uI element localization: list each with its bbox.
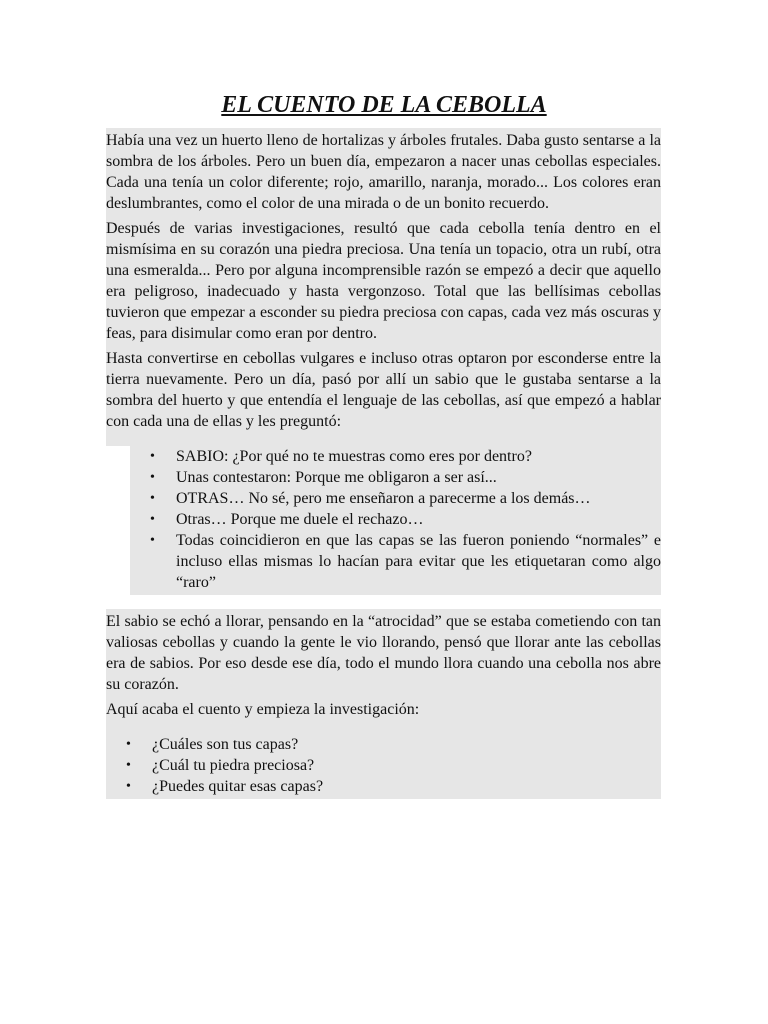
bullet-icon: • <box>150 491 155 506</box>
bullet-icon: • <box>150 533 155 548</box>
list-item: • Todas coincidieron en que las capas se las fueron poniendo “normales” e incluso ellas mismas lo hacían para evitar que les etiquetaran como algo “raro” <box>150 532 661 591</box>
list-item: • Unas contestaron: Porque me obligaron a ser así... <box>150 469 497 486</box>
paragraph: Había una vez un huerto lleno de hortalizas y árboles frutales. Daba gusto sentarse a la sombra de los árboles. Pero un buen día, empezaron a nacer unas cebollas especiales. Cada una tenía un color diferente; rojo, amarillo, naranja, morado... Los colores eran deslumbrantes, como el color de una mirada o de un bonito recuerdo. <box>106 132 661 212</box>
document-body <box>106 128 661 799</box>
bullet-icon: • <box>126 737 131 752</box>
paragraph: Después de varias investigaciones, resultó que cada cebolla tenía dentro en el mismísima en su corazón una piedra preciosa. Una tenía un topacio, otra un rubí, otra una esmeralda... Pero por alguna incomprensible razón se empezó a decir que aquello era peligroso, inadecuado y hasta vergonzoso. Total que las bellísimas cebollas tuvieron que empezar a esconder su piedra preciosa con capas, cada vez más oscuras y feas, para disimular como eran por dentro. <box>106 220 661 342</box>
answers-list <box>130 446 661 595</box>
bullet-icon: • <box>126 758 131 773</box>
paragraph: Hasta convertirse en cebollas vulgares e incluso otras optaron por esconderse entre la tierra nuevamente. Pero un día, pasó por allí un sabio que le gustaba sentarse a la sombra del huerto y que entendía el lenguaje de las cebollas, así que empezó a hablar con cada una de ellas y les preguntó: <box>106 350 661 430</box>
section-story <box>106 128 661 446</box>
list-item: • OTRAS… No sé, pero me enseñaron a parecerme a los demás… <box>150 490 591 507</box>
questions-list <box>106 734 661 799</box>
list-item: • SABIO: ¿Por qué no te muestras como eres por dentro? <box>150 448 532 465</box>
list-item: • Otras… Porque me duele el rechazo… <box>150 511 424 528</box>
section-ending <box>106 609 661 799</box>
list-item: • ¿Cuáles son tus capas? <box>126 736 299 753</box>
list-item: • ¿Puedes quitar esas capas? <box>126 778 324 795</box>
bullet-icon: • <box>150 512 155 527</box>
list-item: • ¿Cuál tu piedra preciosa? <box>126 757 315 774</box>
answers-list-wrap <box>106 446 661 595</box>
paragraph: Aquí acaba el cuento y empieza la investigación: <box>106 701 420 718</box>
bullet-icon: • <box>150 449 155 464</box>
paragraph: El sabio se echó a llorar, pensando en la “atrocidad” que se estaba cometiendo con tan valiosas cebollas y cuando la gente le vio llorando, pensó que llorar ante las cebollas era de sabios. Por eso desde ese día, todo el mundo llora cuando una cebolla nos abre su corazón. <box>106 613 661 693</box>
bullet-icon: • <box>126 779 131 794</box>
bullet-icon: • <box>150 470 155 485</box>
page-title: EL CUENTO DE LA CEBOLLA <box>221 92 547 118</box>
